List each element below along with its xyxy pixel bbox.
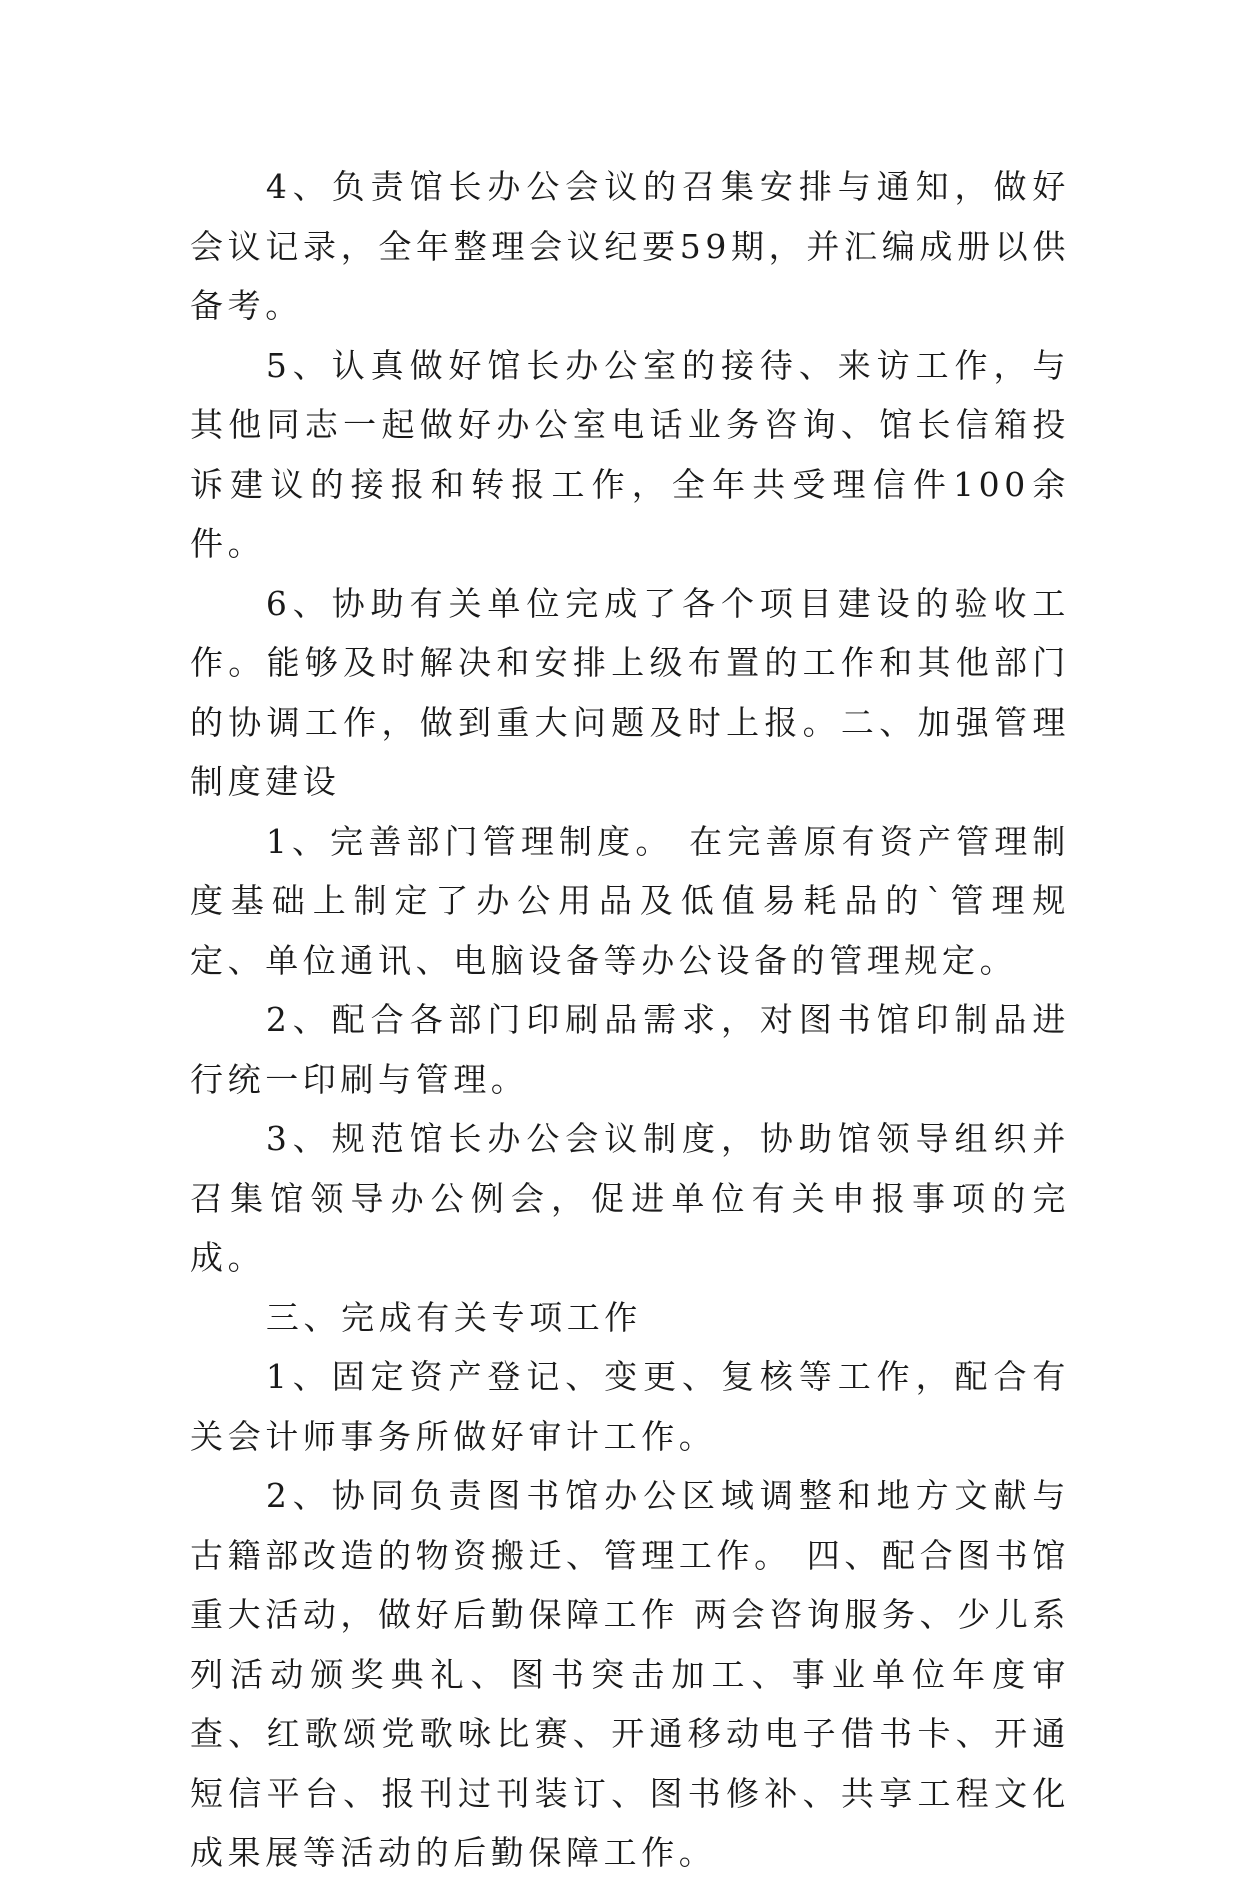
- paragraph-special-2: 2、协同负责图书馆办公区域调整和地方文献与古籍部改造的物资搬迁、管理工作。 四、配合图书馆重大活动，做好后勤保障工作 两会咨询服务、少儿系列活动颁奖典礼、图书突击加工、事业单位年度审查、红歌颂党歌咏比赛、开通移动电子借书卡、开通短信平台、报刊过刊装订、图书修补、共享工程文化成果展等活动的后勤保障工作。: [190, 1476, 1070, 1872]
- paragraph-rule-2: 2、配合各部门印刷品需求，对图书馆印制品进行统一印刷与管理。: [190, 1000, 1070, 1099]
- paragraph-item-6: 6、协助有关单位完成了各个项目建设的验收工作。能够及时解决和安排上级布置的工作和其他部门的协调工作，做到重大问题及时上报。二、加强管理制度建设: [190, 583, 1070, 801]
- section-heading-3: 三、完成有关专项工作: [265, 1297, 642, 1337]
- paragraph-item-5: 5、认真做好馆长办公室的接待、来访工作，与其他同志一起做好办公室电话业务咨询、馆长信箱投诉建议的接报和转报工作，全年共受理信件100余件。: [190, 345, 1070, 563]
- paragraph-special-1: 1、固定资产登记、变更、复核等工作，配合有关会计师事务所做好审计工作。: [190, 1357, 1070, 1456]
- paragraph-rule-1: 1、完善部门管理制度。 在完善原有资产管理制度基础上制定了办公用品及低值易耗品的`管理规定、单位通讯、电脑设备等办公设备的管理规定。: [190, 821, 1070, 980]
- paragraph-rule-3: 3、规范馆长办公会议制度，协助馆领导组织并召集馆领导办公例会，促进单位有关申报事项的完成。: [190, 1119, 1070, 1277]
- document-body: [190, 157, 1070, 1883]
- paragraph-item-4: 4、负责馆长办公会议的召集安排与通知，做好会议记录，全年整理会议纪要59期，并汇编成册以供备考。: [190, 167, 1070, 325]
